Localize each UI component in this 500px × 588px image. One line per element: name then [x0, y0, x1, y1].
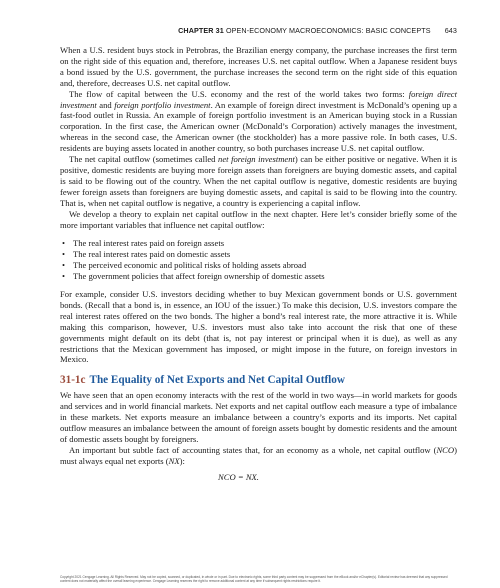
paragraph: An important but subtle fact of accounting states that, for an economy as a whole, net capital outflow (NCO) must always equal net exports (NX): — [60, 444, 457, 466]
equation: NCO = NX. — [218, 471, 259, 482]
paragraph: The flow of capital between the U.S. economy and the rest of the world takes two forms: foreign direct investment and foreign portfolio investment. An example of foreign direct investment is McDonald’s opening up a fast-food outlet in Russia. An example of foreign portfolio investment is an American buying stock in a Russian corporation. In the first case, the American owner (McDonald’s Corporation) actively manages the investment, whereas in the second case, the American owner (the stockholder) has a more passive role. In both cases, U.S. residents are buying assets located in another country, so both purchases increase U.S. net capital outflow. — [60, 88, 457, 154]
paragraph: When a U.S. resident buys stock in Petrobras, the Brazilian energy company, the purchase increases the first term on the right side of this equation and, therefore, increases U.S. net capital outflow. When a Japanese resident buys a bond issued by the U.S. government, the purchase increases the second term on the right side of this equation and, therefore, decreases U.S. net capital outflow. — [60, 45, 457, 88]
chapter-title: OPEN-ECONOMY MACROECONOMICS: BASIC CONCEPTS — [225, 26, 431, 35]
page-number: 643 — [444, 26, 457, 35]
term-foreign-direct-investment: foreign direct investment — [60, 88, 457, 110]
list-item: • The real interest rates paid on domestic assets — [62, 249, 231, 260]
bullet-list — [60, 238, 457, 282]
copyright-notice: Copyright 2021 Cengage Learning. All Rights Reserved. May not be copied, scanned, or duplicated, in whole or in part. Due to electronic rights, some third party content may be suppressed from the eBook and/or eChapter(s). Editorial review has deemed that any suppressed content does not materially affect the overall learning experience. Cengage Learning reserves the right to remove additional content at any time if subsequent rights restrictions require it. — [60, 575, 448, 583]
paragraph: The net capital outflow (sometimes called net foreign investment) can be either positive or negative. When it is positive, domestic residents are buying more foreign assets than foreigners are buying domestic assets, and capital is said to be flowing out of the country. When the net capital outflow is negative, domestic residents are buying fewer foreign assets than foreigners are buying domestic assets, and capital is said to be flowing into the country. That is, when net capital outflow is negative, a country is experiencing a capital inflow. — [60, 154, 457, 208]
paragraph: For example, consider U.S. investors deciding whether to buy Mexican government bonds or U.S. government bonds. (Recall that a bond is, in essence, an IOU of the issuer.) To make this decision, U.S. investors compare the real interest rates offered on the two bonds. The higher a bond’s real interest rate, the more attractive it is. While making this comparison, however, U.S. investors must also take into account the risk that one of these governments might default on its debt (that is, not pay interest or principal when it is due), as well as any restrictions that the Mexican government has imposed, or might impose in the future, on foreign investors in Mexico. — [60, 289, 457, 365]
paragraph: We have seen that an open economy interacts with the rest of the world in two ways—in world markets for goods and services and in world financial markets. Net exports and net capital outflow each measure a type of imbalance in these markets. Net exports measure an imbalance between a country’s exports and its imports. Net capital outflow measures an imbalance between the amount of foreign assets bought by domestic residents and the amount of domestic assets bought by foreigners. — [60, 390, 457, 444]
bullet-icon: • — [62, 249, 66, 260]
list-item: • The real interest rates paid on foreign assets — [62, 238, 225, 249]
chapter-number: CHAPTER 31 — [178, 26, 224, 35]
term-foreign-portfolio-investment: foreign portfolio investment — [114, 99, 211, 110]
paragraph: We develop a theory to explain net capital outflow in the next chapter. Here let’s consider briefly some of the more important variables that influence net capital outflow: — [60, 208, 457, 230]
section-title: The Equality of Net Exports and Net Capital Outflow — [89, 374, 345, 387]
bullet-icon: • — [62, 238, 66, 249]
running-header — [0, 26, 457, 35]
term-net-foreign-investment: net foreign investment — [218, 154, 295, 165]
bullet-icon: • — [62, 260, 66, 271]
page-body — [60, 45, 457, 482]
list-item: • The government policies that affect foreign ownership of domestic assets — [62, 271, 325, 282]
section-heading — [60, 374, 457, 387]
section-number: 31-1c — [60, 374, 86, 387]
list-item: • The perceived economic and political risks of holding assets abroad — [62, 260, 307, 271]
bullet-icon: • — [62, 271, 66, 282]
